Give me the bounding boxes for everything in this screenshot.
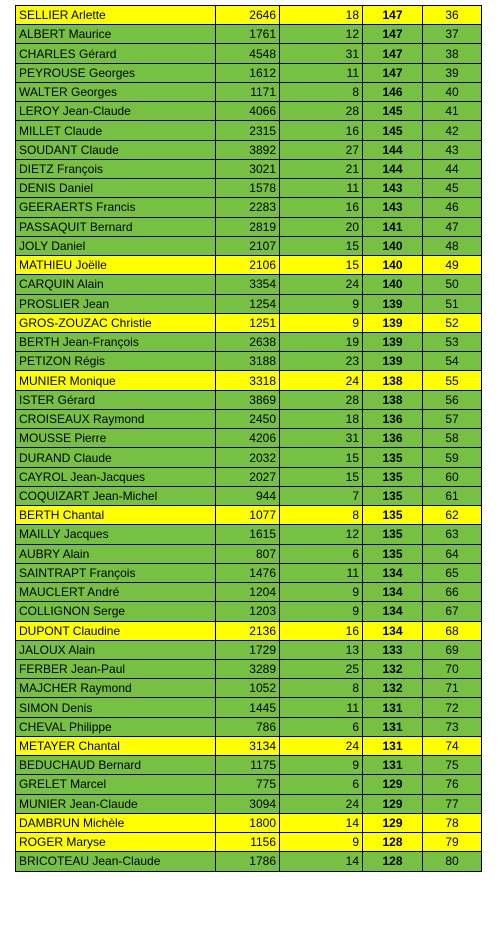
rank-cell: 54	[423, 352, 482, 371]
total-cell: 1156	[216, 833, 280, 852]
score-cell: 135	[363, 544, 423, 563]
player-name-cell: PETIZON Régis	[16, 352, 216, 371]
rank-cell: 39	[423, 63, 482, 82]
total-cell: 2107	[216, 236, 280, 255]
rank-cell: 48	[423, 236, 482, 255]
rank-cell: 59	[423, 448, 482, 467]
player-name-cell: CHARLES Gérard	[16, 44, 216, 63]
table-row	[16, 794, 482, 813]
total-cell: 1171	[216, 82, 280, 101]
score-cell: 128	[363, 852, 423, 871]
total-cell: 1612	[216, 63, 280, 82]
table-row	[16, 256, 482, 275]
rank-cell: 77	[423, 794, 482, 813]
table-row	[16, 332, 482, 351]
total-cell: 1175	[216, 756, 280, 775]
score-cell: 139	[363, 313, 423, 332]
rank-cell: 41	[423, 102, 482, 121]
rank-cell: 78	[423, 813, 482, 832]
rank-cell: 74	[423, 736, 482, 755]
count-cell: 11	[280, 179, 363, 198]
table-row	[16, 544, 482, 563]
score-cell: 145	[363, 102, 423, 121]
total-cell: 1203	[216, 602, 280, 621]
player-name-cell: SOUDANT Claude	[16, 140, 216, 159]
score-cell: 145	[363, 121, 423, 140]
score-cell: 136	[363, 429, 423, 448]
score-cell: 147	[363, 63, 423, 82]
score-cell: 141	[363, 217, 423, 236]
rank-cell: 63	[423, 525, 482, 544]
player-name-cell: BERTH Jean-François	[16, 332, 216, 351]
score-cell: 135	[363, 525, 423, 544]
player-name-cell: PEYROUSE Georges	[16, 63, 216, 82]
score-cell: 139	[363, 352, 423, 371]
score-cell: 147	[363, 25, 423, 44]
total-cell: 1578	[216, 179, 280, 198]
table-row	[16, 198, 482, 217]
rank-cell: 61	[423, 486, 482, 505]
score-cell: 129	[363, 775, 423, 794]
rank-cell: 36	[423, 6, 482, 25]
player-name-cell: WALTER Georges	[16, 82, 216, 101]
score-cell: 147	[363, 44, 423, 63]
count-cell: 8	[280, 82, 363, 101]
score-cell: 131	[363, 756, 423, 775]
score-cell: 144	[363, 159, 423, 178]
total-cell: 2136	[216, 621, 280, 640]
rank-cell: 55	[423, 371, 482, 390]
total-cell: 3134	[216, 736, 280, 755]
table-row	[16, 736, 482, 755]
rank-cell: 76	[423, 775, 482, 794]
count-cell: 27	[280, 140, 363, 159]
score-cell: 131	[363, 736, 423, 755]
score-cell: 131	[363, 698, 423, 717]
count-cell: 9	[280, 833, 363, 852]
count-cell: 6	[280, 717, 363, 736]
player-name-cell: CHEVAL Philippe	[16, 717, 216, 736]
score-cell: 140	[363, 236, 423, 255]
rank-cell: 80	[423, 852, 482, 871]
score-cell: 138	[363, 390, 423, 409]
count-cell: 6	[280, 544, 363, 563]
score-cell: 140	[363, 256, 423, 275]
rank-cell: 70	[423, 659, 482, 678]
player-name-cell: DAMBRUN Michèle	[16, 813, 216, 832]
score-cell: 144	[363, 140, 423, 159]
total-cell: 3188	[216, 352, 280, 371]
total-cell: 1761	[216, 25, 280, 44]
table-row	[16, 698, 482, 717]
count-cell: 11	[280, 563, 363, 582]
table-row	[16, 294, 482, 313]
table-row	[16, 756, 482, 775]
table-row	[16, 25, 482, 44]
count-cell: 16	[280, 621, 363, 640]
score-cell: 132	[363, 659, 423, 678]
total-cell: 1786	[216, 852, 280, 871]
count-cell: 21	[280, 159, 363, 178]
player-name-cell: COLLIGNON Serge	[16, 602, 216, 621]
table-row	[16, 179, 482, 198]
count-cell: 12	[280, 525, 363, 544]
count-cell: 9	[280, 583, 363, 602]
player-name-cell: MUNIER Jean-Claude	[16, 794, 216, 813]
score-cell: 143	[363, 198, 423, 217]
score-cell: 135	[363, 506, 423, 525]
count-cell: 6	[280, 775, 363, 794]
score-cell: 129	[363, 813, 423, 832]
count-cell: 20	[280, 217, 363, 236]
rank-cell: 58	[423, 429, 482, 448]
total-cell: 2106	[216, 256, 280, 275]
table-row	[16, 275, 482, 294]
rank-cell: 79	[423, 833, 482, 852]
table-row	[16, 506, 482, 525]
count-cell: 24	[280, 371, 363, 390]
player-name-cell: MAJCHER Raymond	[16, 679, 216, 698]
player-name-cell: CAYROL Jean-Jacques	[16, 467, 216, 486]
player-name-cell: ALBERT Maurice	[16, 25, 216, 44]
total-cell: 1729	[216, 640, 280, 659]
player-name-cell: FERBER Jean-Paul	[16, 659, 216, 678]
count-cell: 31	[280, 44, 363, 63]
rank-cell: 65	[423, 563, 482, 582]
player-name-cell: BERTH Chantal	[16, 506, 216, 525]
ranking-table	[15, 5, 482, 872]
player-name-cell: MILLET Claude	[16, 121, 216, 140]
player-name-cell: SIMON Denis	[16, 698, 216, 717]
count-cell: 23	[280, 352, 363, 371]
rank-cell: 73	[423, 717, 482, 736]
player-name-cell: BRICOTEAU Jean-Claude	[16, 852, 216, 871]
table-row	[16, 409, 482, 428]
player-name-cell: JOLY Daniel	[16, 236, 216, 255]
rank-cell: 38	[423, 44, 482, 63]
table-row	[16, 717, 482, 736]
total-cell: 4548	[216, 44, 280, 63]
count-cell: 11	[280, 698, 363, 717]
table-row	[16, 583, 482, 602]
count-cell: 7	[280, 486, 363, 505]
total-cell: 1052	[216, 679, 280, 698]
player-name-cell: MUNIER Monique	[16, 371, 216, 390]
score-cell: 136	[363, 409, 423, 428]
player-name-cell: CARQUIN Alain	[16, 275, 216, 294]
ranking-table-body	[16, 6, 482, 872]
total-cell: 944	[216, 486, 280, 505]
player-name-cell: COQUIZART Jean-Michel	[16, 486, 216, 505]
count-cell: 24	[280, 794, 363, 813]
table-row	[16, 775, 482, 794]
score-cell: 132	[363, 679, 423, 698]
total-cell: 3094	[216, 794, 280, 813]
player-name-cell: GRELET Marcel	[16, 775, 216, 794]
count-cell: 31	[280, 429, 363, 448]
count-cell: 16	[280, 198, 363, 217]
player-name-cell: DIETZ François	[16, 159, 216, 178]
count-cell: 28	[280, 102, 363, 121]
score-cell: 135	[363, 486, 423, 505]
total-cell: 2283	[216, 198, 280, 217]
total-cell: 1251	[216, 313, 280, 332]
player-name-cell: ISTER Gérard	[16, 390, 216, 409]
table-row	[16, 44, 482, 63]
table-row	[16, 833, 482, 852]
rank-cell: 47	[423, 217, 482, 236]
score-cell: 140	[363, 275, 423, 294]
player-name-cell: MOUSSE Pierre	[16, 429, 216, 448]
score-cell: 134	[363, 563, 423, 582]
player-name-cell: MATHIEU Joëlle	[16, 256, 216, 275]
total-cell: 1254	[216, 294, 280, 313]
rank-cell: 40	[423, 82, 482, 101]
total-cell: 1800	[216, 813, 280, 832]
table-row	[16, 429, 482, 448]
count-cell: 8	[280, 679, 363, 698]
score-cell: 134	[363, 583, 423, 602]
table-row	[16, 390, 482, 409]
rank-cell: 42	[423, 121, 482, 140]
total-cell: 3354	[216, 275, 280, 294]
score-cell: 131	[363, 717, 423, 736]
count-cell: 16	[280, 121, 363, 140]
total-cell: 775	[216, 775, 280, 794]
player-name-cell: CROISEAUX Raymond	[16, 409, 216, 428]
table-row	[16, 448, 482, 467]
total-cell: 2027	[216, 467, 280, 486]
player-name-cell: GEERAERTS Francis	[16, 198, 216, 217]
count-cell: 9	[280, 756, 363, 775]
rank-cell: 52	[423, 313, 482, 332]
rank-cell: 66	[423, 583, 482, 602]
count-cell: 13	[280, 640, 363, 659]
table-row	[16, 313, 482, 332]
table-row	[16, 679, 482, 698]
table-row	[16, 525, 482, 544]
table-row	[16, 371, 482, 390]
score-cell: 139	[363, 294, 423, 313]
score-cell: 143	[363, 179, 423, 198]
total-cell: 1476	[216, 563, 280, 582]
total-cell: 2646	[216, 6, 280, 25]
total-cell: 3892	[216, 140, 280, 159]
total-cell: 1615	[216, 525, 280, 544]
rank-cell: 57	[423, 409, 482, 428]
table-row	[16, 486, 482, 505]
table-row	[16, 217, 482, 236]
player-name-cell: METAYER Chantal	[16, 736, 216, 755]
count-cell: 25	[280, 659, 363, 678]
score-cell: 146	[363, 82, 423, 101]
table-row	[16, 640, 482, 659]
count-cell: 9	[280, 602, 363, 621]
rank-cell: 64	[423, 544, 482, 563]
rank-cell: 67	[423, 602, 482, 621]
player-name-cell: DENIS Daniel	[16, 179, 216, 198]
rank-cell: 46	[423, 198, 482, 217]
table-row	[16, 140, 482, 159]
player-name-cell: SELLIER Arlette	[16, 6, 216, 25]
table-row	[16, 102, 482, 121]
player-name-cell: PROSLIER Jean	[16, 294, 216, 313]
score-cell: 147	[363, 6, 423, 25]
table-row	[16, 236, 482, 255]
count-cell: 11	[280, 63, 363, 82]
total-cell: 1077	[216, 506, 280, 525]
table-row	[16, 159, 482, 178]
count-cell: 28	[280, 390, 363, 409]
player-name-cell: PASSAQUIT Bernard	[16, 217, 216, 236]
score-cell: 129	[363, 794, 423, 813]
total-cell: 3869	[216, 390, 280, 409]
player-name-cell: AUBRY Alain	[16, 544, 216, 563]
player-name-cell: DUPONT Claudine	[16, 621, 216, 640]
score-cell: 134	[363, 602, 423, 621]
score-cell: 133	[363, 640, 423, 659]
score-cell: 139	[363, 332, 423, 351]
table-row	[16, 563, 482, 582]
player-name-cell: SAINTRAPT François	[16, 563, 216, 582]
player-name-cell: GROS-ZOUZAC Christie	[16, 313, 216, 332]
count-cell: 9	[280, 294, 363, 313]
count-cell: 14	[280, 813, 363, 832]
rank-cell: 71	[423, 679, 482, 698]
rank-cell: 60	[423, 467, 482, 486]
score-cell: 134	[363, 621, 423, 640]
rank-cell: 51	[423, 294, 482, 313]
table-row	[16, 467, 482, 486]
rank-cell: 56	[423, 390, 482, 409]
rank-cell: 44	[423, 159, 482, 178]
table-row	[16, 813, 482, 832]
count-cell: 24	[280, 736, 363, 755]
count-cell: 15	[280, 236, 363, 255]
count-cell: 18	[280, 6, 363, 25]
count-cell: 24	[280, 275, 363, 294]
player-name-cell: LEROY Jean-Claude	[16, 102, 216, 121]
count-cell: 18	[280, 409, 363, 428]
rank-cell: 50	[423, 275, 482, 294]
player-name-cell: MAILLY Jacques	[16, 525, 216, 544]
count-cell: 14	[280, 852, 363, 871]
player-name-cell: ROGER Maryse	[16, 833, 216, 852]
rank-cell: 49	[423, 256, 482, 275]
total-cell: 2315	[216, 121, 280, 140]
count-cell: 15	[280, 448, 363, 467]
total-cell: 786	[216, 717, 280, 736]
rank-cell: 37	[423, 25, 482, 44]
table-row	[16, 121, 482, 140]
count-cell: 19	[280, 332, 363, 351]
rank-cell: 53	[423, 332, 482, 351]
table-row	[16, 82, 482, 101]
total-cell: 3021	[216, 159, 280, 178]
total-cell: 1204	[216, 583, 280, 602]
score-cell: 128	[363, 833, 423, 852]
total-cell: 1445	[216, 698, 280, 717]
count-cell: 8	[280, 506, 363, 525]
score-cell: 135	[363, 467, 423, 486]
total-cell: 2638	[216, 332, 280, 351]
rank-cell: 72	[423, 698, 482, 717]
total-cell: 2819	[216, 217, 280, 236]
rank-cell: 75	[423, 756, 482, 775]
score-cell: 138	[363, 371, 423, 390]
table-row	[16, 852, 482, 871]
total-cell: 3318	[216, 371, 280, 390]
table-row	[16, 602, 482, 621]
table-row	[16, 63, 482, 82]
score-cell: 135	[363, 448, 423, 467]
total-cell: 807	[216, 544, 280, 563]
count-cell: 9	[280, 313, 363, 332]
table-row	[16, 659, 482, 678]
player-name-cell: JALOUX Alain	[16, 640, 216, 659]
total-cell: 4066	[216, 102, 280, 121]
count-cell: 15	[280, 256, 363, 275]
rank-cell: 43	[423, 140, 482, 159]
player-name-cell: BEDUCHAUD Bernard	[16, 756, 216, 775]
total-cell: 2032	[216, 448, 280, 467]
rank-cell: 68	[423, 621, 482, 640]
total-cell: 3289	[216, 659, 280, 678]
player-name-cell: MAUCLERT André	[16, 583, 216, 602]
table-row	[16, 352, 482, 371]
rank-cell: 45	[423, 179, 482, 198]
table-row	[16, 6, 482, 25]
player-name-cell: DURAND Claude	[16, 448, 216, 467]
total-cell: 2450	[216, 409, 280, 428]
count-cell: 12	[280, 25, 363, 44]
rank-cell: 62	[423, 506, 482, 525]
total-cell: 4206	[216, 429, 280, 448]
count-cell: 15	[280, 467, 363, 486]
table-row	[16, 621, 482, 640]
rank-cell: 69	[423, 640, 482, 659]
